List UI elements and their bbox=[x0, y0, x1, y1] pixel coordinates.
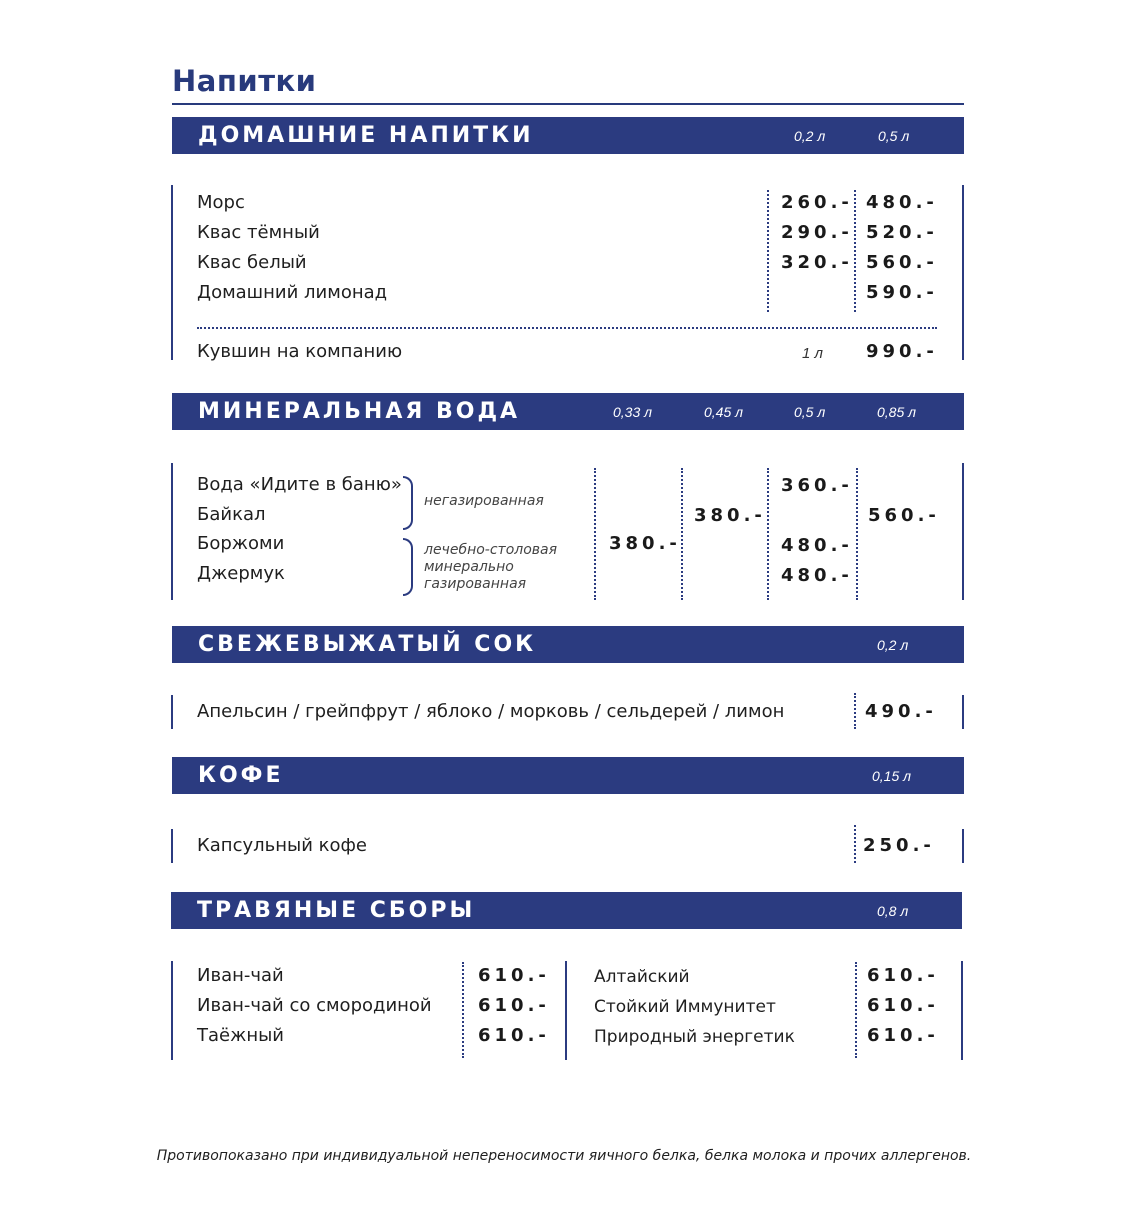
column-divider bbox=[854, 693, 856, 729]
section-left-rule bbox=[171, 695, 173, 729]
menu-item: Байкал bbox=[197, 504, 266, 525]
price: 610.- bbox=[478, 995, 550, 1016]
price: 490.- bbox=[865, 701, 937, 722]
price-0-5: 480.- bbox=[781, 565, 853, 586]
price-jug: 990.- bbox=[866, 341, 938, 362]
volume-label: 0,5 л bbox=[794, 404, 826, 420]
menu-item-jug: Кувшин на компанию bbox=[197, 341, 403, 362]
section-right-rule bbox=[962, 829, 964, 863]
section-title: МИНЕРАЛЬНАЯ ВОДА bbox=[198, 399, 521, 424]
volume-label: 0,15 л bbox=[872, 768, 912, 784]
note-mineral-line: лечебно-столовая bbox=[424, 542, 558, 558]
section-header-coffee bbox=[172, 757, 964, 794]
price-small: 290.- bbox=[781, 222, 853, 243]
section-right-rule bbox=[962, 695, 964, 729]
volume-label: 0,2 л bbox=[794, 128, 826, 144]
column-divider bbox=[594, 468, 596, 600]
section-middle-rule bbox=[565, 961, 567, 1060]
volume-label: 0,8 л bbox=[877, 903, 909, 919]
section-title: КОФЕ bbox=[198, 763, 284, 788]
menu-item: Иван-чай bbox=[197, 965, 284, 986]
price-0-5: 480.- bbox=[781, 535, 853, 556]
price: 250.- bbox=[863, 835, 935, 856]
menu-item: Апельсин / грейпфрут / яблоко / морковь / сельдерей / лимон bbox=[197, 701, 785, 722]
column-divider bbox=[854, 190, 856, 312]
volume-label: 0,5 л bbox=[878, 128, 910, 144]
price: 610.- bbox=[867, 1025, 939, 1046]
menu-item: Морс bbox=[197, 192, 245, 213]
allergen-disclaimer: Противопоказано при индивидуальной непереносимости яичного белка, белка молока и прочих аллергенов. bbox=[156, 1148, 972, 1164]
note-still: негазированная bbox=[424, 493, 544, 509]
menu-item: Домашний лимонад bbox=[197, 282, 388, 303]
column-divider bbox=[767, 190, 769, 312]
price-large: 560.- bbox=[866, 252, 938, 273]
section-right-rule bbox=[961, 961, 963, 1060]
price: 610.- bbox=[478, 1025, 550, 1046]
brace-still bbox=[403, 476, 413, 530]
section-header-home-drinks bbox=[172, 117, 964, 154]
section-left-rule bbox=[171, 829, 173, 863]
menu-item: Природный энергетик bbox=[594, 1027, 795, 1047]
section-title: ДОМАШНИЕ НАПИТКИ bbox=[198, 123, 534, 148]
price-small: 260.- bbox=[781, 192, 853, 213]
title-divider bbox=[172, 103, 964, 105]
section-left-rule bbox=[171, 185, 173, 360]
menu-item: Квас белый bbox=[197, 252, 307, 273]
column-divider bbox=[855, 962, 857, 1058]
note-mineral-line: минерально bbox=[424, 559, 514, 575]
column-divider bbox=[462, 962, 464, 1058]
price-large: 520.- bbox=[866, 222, 938, 243]
volume-label: 0,45 л bbox=[704, 404, 744, 420]
menu-item: Джермук bbox=[197, 563, 285, 584]
section-header-fresh-juice bbox=[172, 626, 964, 663]
price-0-85: 560.- bbox=[868, 505, 940, 526]
section-title: СВЕЖЕВЫЖАТЫЙ СОК bbox=[198, 632, 537, 657]
column-divider bbox=[681, 468, 683, 600]
price-0-45: 380.- bbox=[694, 505, 766, 526]
price-0-5: 360.- bbox=[781, 475, 853, 496]
menu-item: Иван-чай со смородиной bbox=[197, 995, 432, 1016]
menu-item: Алтайский bbox=[594, 967, 690, 987]
volume-label: 0,85 л bbox=[877, 404, 917, 420]
section-right-rule bbox=[962, 463, 964, 600]
price: 610.- bbox=[867, 995, 939, 1016]
section-left-rule bbox=[171, 463, 173, 600]
volume-label: 0,33 л bbox=[613, 404, 653, 420]
brace-mineral bbox=[403, 538, 413, 596]
price: 610.- bbox=[478, 965, 550, 986]
price-large: 480.- bbox=[866, 192, 938, 213]
price: 610.- bbox=[867, 965, 939, 986]
note-mineral-line: газированная bbox=[424, 576, 527, 592]
page-title: Напитки bbox=[172, 64, 317, 98]
section-header-mineral-water bbox=[172, 393, 964, 430]
menu-item: Таёжный bbox=[197, 1025, 284, 1046]
menu-item: Капсульный кофе bbox=[197, 835, 367, 856]
column-divider bbox=[767, 468, 769, 600]
column-divider bbox=[854, 825, 856, 863]
row-divider bbox=[197, 327, 937, 329]
section-title: ТРАВЯНЫЕ СБОРЫ bbox=[197, 898, 476, 923]
jug-volume: 1 л bbox=[802, 345, 823, 362]
section-left-rule bbox=[171, 961, 173, 1060]
section-header-herbal bbox=[171, 892, 962, 929]
section-right-rule bbox=[962, 185, 964, 360]
volume-label: 0,2 л bbox=[877, 637, 909, 653]
menu-item: Стойкий Иммунитет bbox=[594, 997, 776, 1017]
price-large: 590.- bbox=[866, 282, 938, 303]
menu-item: Боржоми bbox=[197, 533, 285, 554]
price-small: 320.- bbox=[781, 252, 853, 273]
menu-item: Квас тёмный bbox=[197, 222, 320, 243]
column-divider bbox=[856, 468, 858, 600]
menu-item: Вода «Идите в баню» bbox=[197, 474, 402, 495]
price-0-33: 380.- bbox=[609, 533, 681, 554]
